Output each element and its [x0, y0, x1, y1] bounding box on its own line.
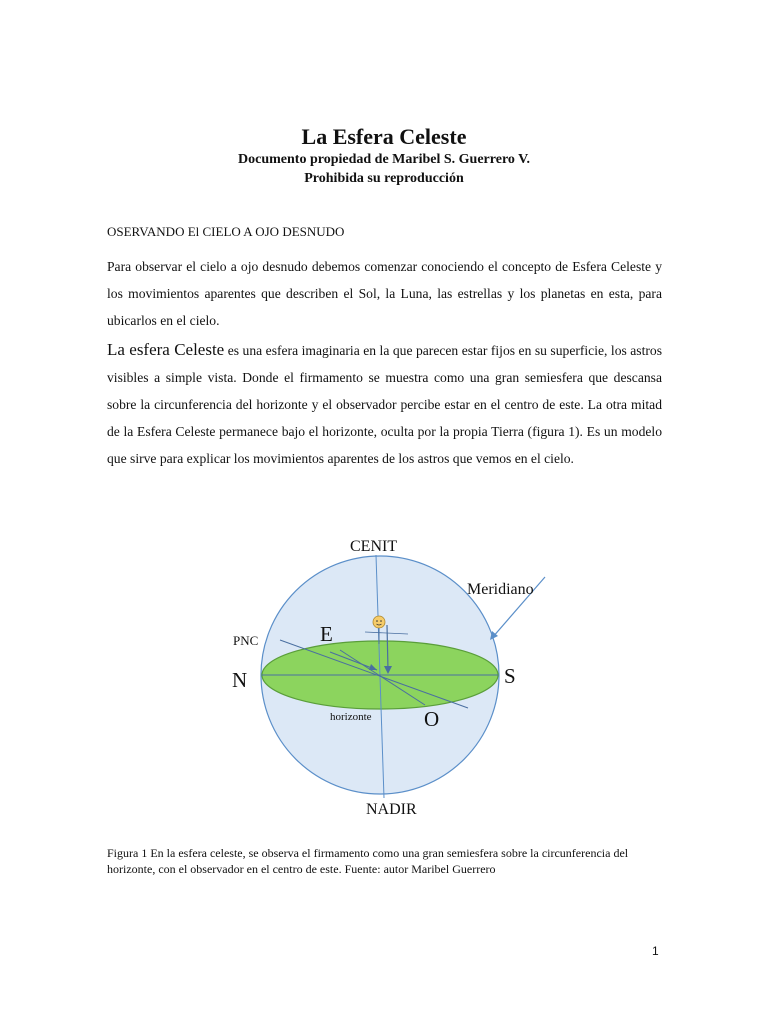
document-subtitle-owner: Documento propiedad de Maribel S. Guerrero V.	[238, 152, 530, 167]
observer-head	[373, 616, 385, 628]
document-subtitle-notice: Prohibida su reproducción	[304, 171, 464, 186]
paragraph-intro: Para observar el cielo a ojo desnudo debemos comenzar conociendo el concepto de Esfera Celeste y los movimientos aparentes que describen el Sol, la Luna, las estrellas y los planetas en esta, para ubicarlos en el cielo.	[107, 259, 662, 328]
label-west: O	[424, 707, 440, 731]
section-heading: OSERVANDO El CIELO A OJO DESNUDO	[107, 224, 345, 239]
label-east: E	[320, 622, 333, 646]
document-title: La Esfera Celeste	[301, 124, 467, 149]
figure-caption: Figura 1 En la esfera celeste, se observa el firmamento como una gran semiesfera sobre la circunferencia del horizonte, con el observador en el centro de este. Fuente: autor Maribel Guerrero	[107, 846, 629, 876]
paragraph-lead-term: La esfera Celeste	[107, 340, 225, 359]
label-pnc: PNC	[233, 633, 259, 648]
celestial-sphere-diagram	[220, 530, 560, 830]
label-horizonte: horizonte	[330, 711, 372, 723]
paragraph-body: es una esfera imaginaria en la que parecen estar fijos en su superficie, los astros visibles a simple vista. Donde el firmamento se muestra como una gran semiesfera que descansa sobre la circunferencia del horizonte y el observador percibe estar en el centro de este. La otra mitad de la Esfera Celeste permanece bajo el horizonte, oculta por la propia Tierra (figura 1). Es un modelo que sirve para explicar los movimientos aparentes de los astros que vemos en el cielo.	[107, 343, 662, 466]
page-number: 1	[652, 944, 659, 958]
label-cenit: CENIT	[350, 538, 398, 555]
label-north: N	[232, 668, 248, 692]
observer-eye-left	[376, 620, 378, 622]
celestial-sphere-figure	[220, 530, 560, 830]
label-south: S	[504, 664, 516, 688]
paragraph-definition	[107, 336, 662, 472]
observer-eye-right	[380, 620, 382, 622]
label-nadir: NADIR	[366, 801, 417, 818]
label-meridiano: Meridiano	[467, 581, 534, 598]
